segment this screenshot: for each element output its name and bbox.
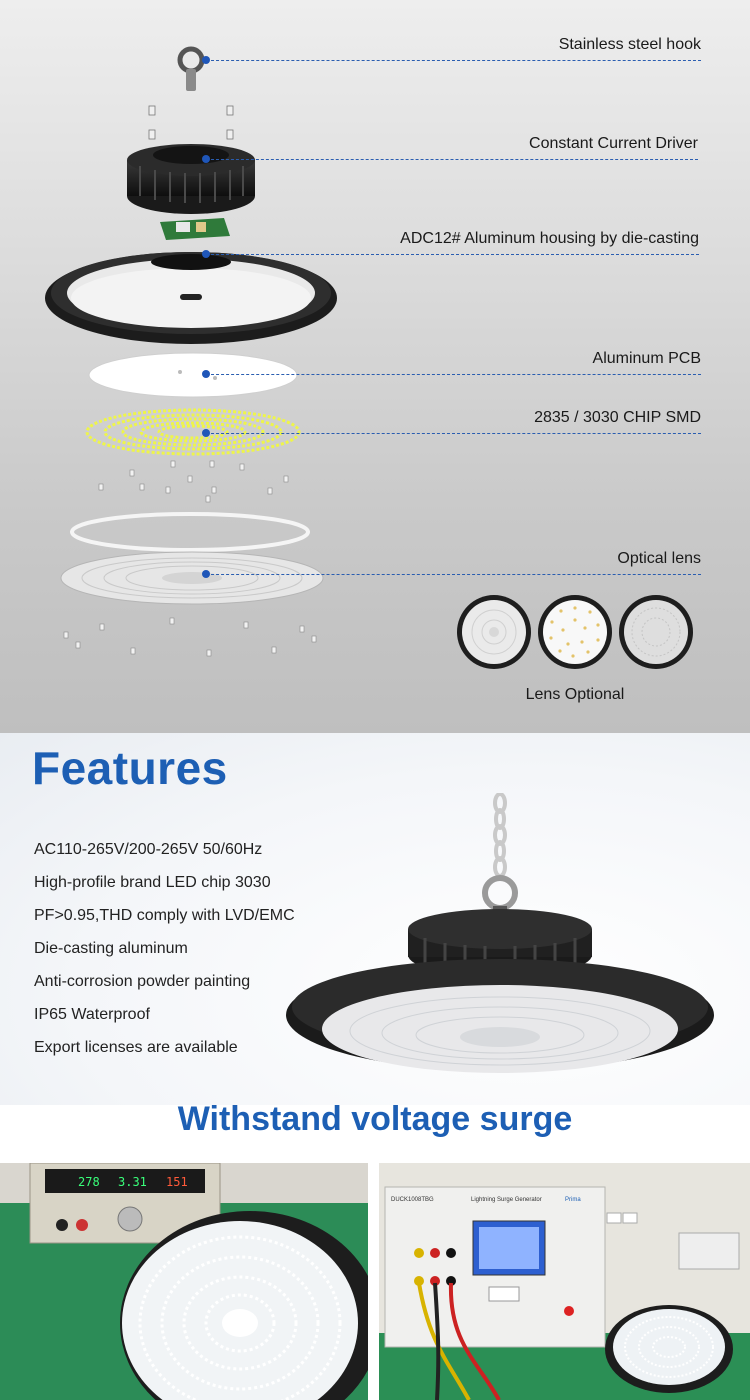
callout-label: Aluminum PCB [592,350,701,367]
lens-option-2 [538,595,612,669]
surge-test-photo-left [0,1163,368,1400]
callout-dot [202,155,210,163]
driver-part [127,144,255,214]
lens-optional-caption: Lens Optional [525,686,625,703]
hook-ring [485,878,515,908]
screws-bottom [64,618,316,656]
features-title: Features [32,742,228,794]
callout-dot [202,370,210,378]
hook-part [180,49,202,91]
lens-option-3 [619,595,693,669]
callout-lens [206,550,701,594]
callout-label: Optical lens [617,550,701,567]
callout-dot [202,250,210,258]
lens-option-1 [457,595,531,669]
screws-top [149,106,233,139]
feature-list [34,833,295,1064]
display-3: 151 [166,1175,188,1189]
callout-label: Stainless steel hook [558,36,701,53]
callout-dot [202,429,210,437]
callout-label: ADC12# Aluminum housing by die-casting [400,230,699,247]
surge-test-photo-right [379,1163,750,1400]
device-model: DUCK1008TBG [391,1197,434,1203]
display-2: 3.31 [118,1175,147,1189]
driver-pcb [160,218,230,240]
feature-item: PF>0.95,THD comply with LVD/EMC [34,907,295,924]
callout-dot [202,56,210,64]
feature-item: High-profile brand LED chip 3030 [34,874,271,891]
callout-driver [206,135,698,179]
callout-label: Constant Current Driver [529,135,698,152]
feature-item: Export licenses are available [34,1039,238,1056]
surge-generator-scene [379,1163,750,1400]
device-title: Lightning Surge Generator [471,1197,542,1203]
device-brand: Prima [565,1197,581,1203]
feature-item: Die-casting aluminum [34,940,188,957]
features-section [0,733,750,1105]
callout-dot [202,570,210,578]
feature-item: Anti-corrosion powder painting [34,973,251,990]
callout-housing [206,230,699,274]
callout-pcb [206,350,701,394]
feature-item: IP65 Waterproof [34,1006,150,1023]
seal-ring [72,514,308,550]
feature-item: AC110-265V/200-265V 50/60Hz [34,841,263,858]
surge-title: Withstand voltage surge [177,1100,573,1138]
chain [495,794,505,876]
screws-middle [99,461,288,502]
high-bay-lamp-image [280,793,740,1093]
display-1: 278 [78,1175,100,1189]
callout-label: 2835 / 3030 CHIP SMD [534,409,701,426]
tester-scene [0,1163,368,1400]
callout-hook [206,36,701,80]
callout-chip [206,409,701,453]
